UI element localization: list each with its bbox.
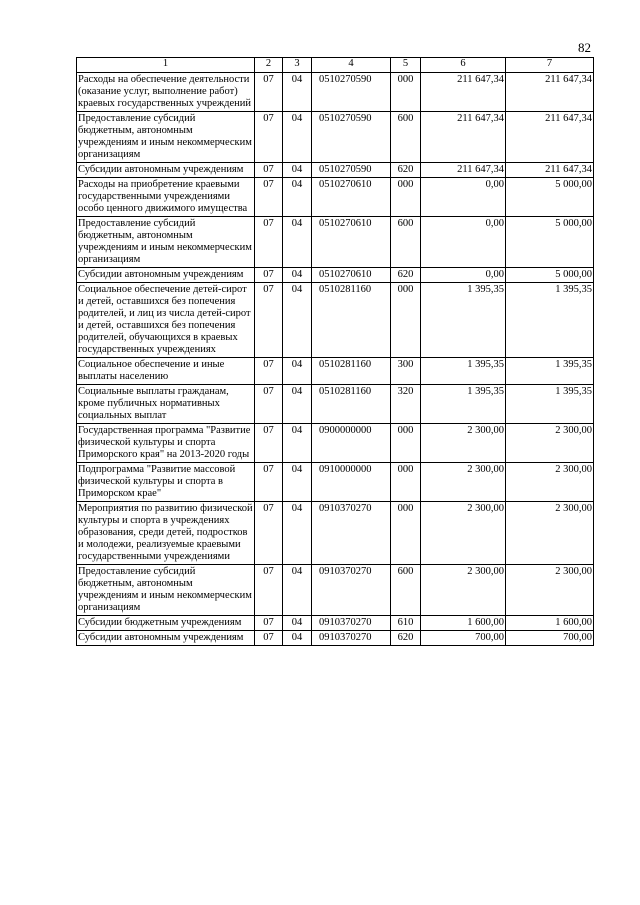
row-name: Социальное обеспечение детей-сирот и детей, оставшихся без попечения родителей, и лиц из числа детей-сирот и детей, оставшихся без попечения родителей, обучающихся в краевых государственных учреждениях: [77, 283, 255, 358]
row-name: Государственная программа "Развитие физической культуры и спорта Приморского края" на 2013-2020 годы: [77, 424, 255, 463]
table-row: [77, 565, 594, 616]
expense-type-code: 320: [391, 385, 421, 424]
table-row: [77, 283, 594, 358]
subsection-code: 04: [283, 268, 312, 283]
expense-type-code: 620: [391, 268, 421, 283]
row-name: Подпрограмма "Развитие массовой физической культуры и спорта в Приморском крае": [77, 463, 255, 502]
row-name: Мероприятия по развитию физической культуры и спорта в учреждениях образования, среди детей, подростков и молодежи, реализуемые краевыми государственными учреждениями: [77, 502, 255, 565]
subsection-code: 04: [283, 358, 312, 385]
column-header: 4: [312, 58, 391, 73]
subsection-code: 04: [283, 178, 312, 217]
expense-type-code: 620: [391, 163, 421, 178]
subsection-code: 04: [283, 385, 312, 424]
table-row: [77, 502, 594, 565]
table-row: [77, 217, 594, 268]
amount-col7: 2 300,00: [506, 463, 594, 502]
section-code: 07: [255, 163, 283, 178]
row-name: Предоставление субсидий бюджетным, автономным учреждениям и иным некоммерческим организациям: [77, 217, 255, 268]
expense-type-code: 000: [391, 502, 421, 565]
row-name: Социальное обеспечение и иные выплаты населению: [77, 358, 255, 385]
target-article-code: 0510281160: [312, 385, 391, 424]
section-code: 07: [255, 358, 283, 385]
expense-type-code: 000: [391, 73, 421, 112]
row-name: Субсидии автономным учреждениям: [77, 631, 255, 646]
target-article-code: 0910000000: [312, 463, 391, 502]
amount-col6: 211 647,34: [421, 163, 506, 178]
subsection-code: 04: [283, 217, 312, 268]
table-row: [77, 163, 594, 178]
amount-col6: 0,00: [421, 268, 506, 283]
amount-col7: 2 300,00: [506, 424, 594, 463]
amount-col6: 1 395,35: [421, 358, 506, 385]
table-row: [77, 616, 594, 631]
expense-type-code: 600: [391, 217, 421, 268]
amount-col7: 211 647,34: [506, 163, 594, 178]
subsection-code: 04: [283, 502, 312, 565]
table-row: [77, 424, 594, 463]
amount-col6: 2 300,00: [421, 565, 506, 616]
target-article-code: 0910370270: [312, 616, 391, 631]
amount-col7: 211 647,34: [506, 73, 594, 112]
amount-col6: 700,00: [421, 631, 506, 646]
section-code: 07: [255, 283, 283, 358]
row-name: Субсидии автономным учреждениям: [77, 163, 255, 178]
table-row: [77, 631, 594, 646]
amount-col7: 2 300,00: [506, 502, 594, 565]
table-row: [77, 112, 594, 163]
target-article-code: 0510270590: [312, 163, 391, 178]
expense-type-code: 610: [391, 616, 421, 631]
amount-col6: 0,00: [421, 217, 506, 268]
target-article-code: 0510270610: [312, 217, 391, 268]
column-header: 6: [421, 58, 506, 73]
row-name: Расходы на обеспечение деятельности (оказание услуг, выполнение работ) краевых государственных учреждений: [77, 73, 255, 112]
expense-type-code: 300: [391, 358, 421, 385]
target-article-code: 0910370270: [312, 565, 391, 616]
subsection-code: 04: [283, 463, 312, 502]
expense-type-code: 600: [391, 112, 421, 163]
subsection-code: 04: [283, 163, 312, 178]
column-header: 3: [283, 58, 312, 73]
amount-col6: 2 300,00: [421, 502, 506, 565]
expense-type-code: 000: [391, 463, 421, 502]
subsection-code: 04: [283, 283, 312, 358]
subsection-code: 04: [283, 112, 312, 163]
row-name: Расходы на приобретение краевыми государственными учреждениями особо ценного движимого имущества: [77, 178, 255, 217]
row-name: Субсидии автономным учреждениям: [77, 268, 255, 283]
subsection-code: 04: [283, 565, 312, 616]
target-article-code: 0510281160: [312, 283, 391, 358]
amount-col6: 2 300,00: [421, 424, 506, 463]
subsection-code: 04: [283, 616, 312, 631]
section-code: 07: [255, 217, 283, 268]
section-code: 07: [255, 502, 283, 565]
section-code: 07: [255, 565, 283, 616]
amount-col6: 1 600,00: [421, 616, 506, 631]
row-name: Социальные выплаты гражданам, кроме публичных нормативных социальных выплат: [77, 385, 255, 424]
target-article-code: 0510281160: [312, 358, 391, 385]
amount-col6: 1 395,35: [421, 283, 506, 358]
section-code: 07: [255, 268, 283, 283]
section-code: 07: [255, 616, 283, 631]
budget-table: [76, 57, 594, 646]
target-article-code: 0910370270: [312, 502, 391, 565]
amount-col7: 1 395,35: [506, 283, 594, 358]
section-code: 07: [255, 178, 283, 217]
table-row: [77, 358, 594, 385]
row-name: Предоставление субсидий бюджетным, автономным учреждениям и иным некоммерческим организациям: [77, 112, 255, 163]
section-code: 07: [255, 631, 283, 646]
expense-type-code: 600: [391, 565, 421, 616]
amount-col7: 1 600,00: [506, 616, 594, 631]
table-row: [77, 178, 594, 217]
amount-col6: 211 647,34: [421, 73, 506, 112]
target-article-code: 0900000000: [312, 424, 391, 463]
subsection-code: 04: [283, 631, 312, 646]
section-code: 07: [255, 112, 283, 163]
amount-col7: 5 000,00: [506, 178, 594, 217]
amount-col6: 211 647,34: [421, 112, 506, 163]
expense-type-code: 000: [391, 424, 421, 463]
target-article-code: 0510270590: [312, 112, 391, 163]
row-name: Предоставление субсидий бюджетным, автономным учреждениям и иным некоммерческим организациям: [77, 565, 255, 616]
amount-col7: 5 000,00: [506, 268, 594, 283]
section-code: 07: [255, 385, 283, 424]
table-row: [77, 268, 594, 283]
target-article-code: 0510270610: [312, 268, 391, 283]
amount-col7: 1 395,35: [506, 385, 594, 424]
target-article-code: 0910370270: [312, 631, 391, 646]
column-header: 7: [506, 58, 594, 73]
section-code: 07: [255, 73, 283, 112]
header-row: [77, 58, 594, 73]
column-header: 2: [255, 58, 283, 73]
amount-col7: 5 000,00: [506, 217, 594, 268]
amount-col6: 1 395,35: [421, 385, 506, 424]
expense-type-code: 620: [391, 631, 421, 646]
amount-col6: 2 300,00: [421, 463, 506, 502]
table-row: [77, 385, 594, 424]
amount-col7: 211 647,34: [506, 112, 594, 163]
subsection-code: 04: [283, 424, 312, 463]
table-row: [77, 73, 594, 112]
amount-col7: 1 395,35: [506, 358, 594, 385]
target-article-code: 0510270610: [312, 178, 391, 217]
expense-type-code: 000: [391, 178, 421, 217]
target-article-code: 0510270590: [312, 73, 391, 112]
column-header: 1: [77, 58, 255, 73]
row-name: Субсидии бюджетным учреждениям: [77, 616, 255, 631]
expense-type-code: 000: [391, 283, 421, 358]
column-header: 5: [391, 58, 421, 73]
amount-col6: 0,00: [421, 178, 506, 217]
amount-col7: 700,00: [506, 631, 594, 646]
table-row: [77, 463, 594, 502]
section-code: 07: [255, 463, 283, 502]
amount-col7: 2 300,00: [506, 565, 594, 616]
page-number: 82: [578, 40, 591, 55]
subsection-code: 04: [283, 73, 312, 112]
section-code: 07: [255, 424, 283, 463]
